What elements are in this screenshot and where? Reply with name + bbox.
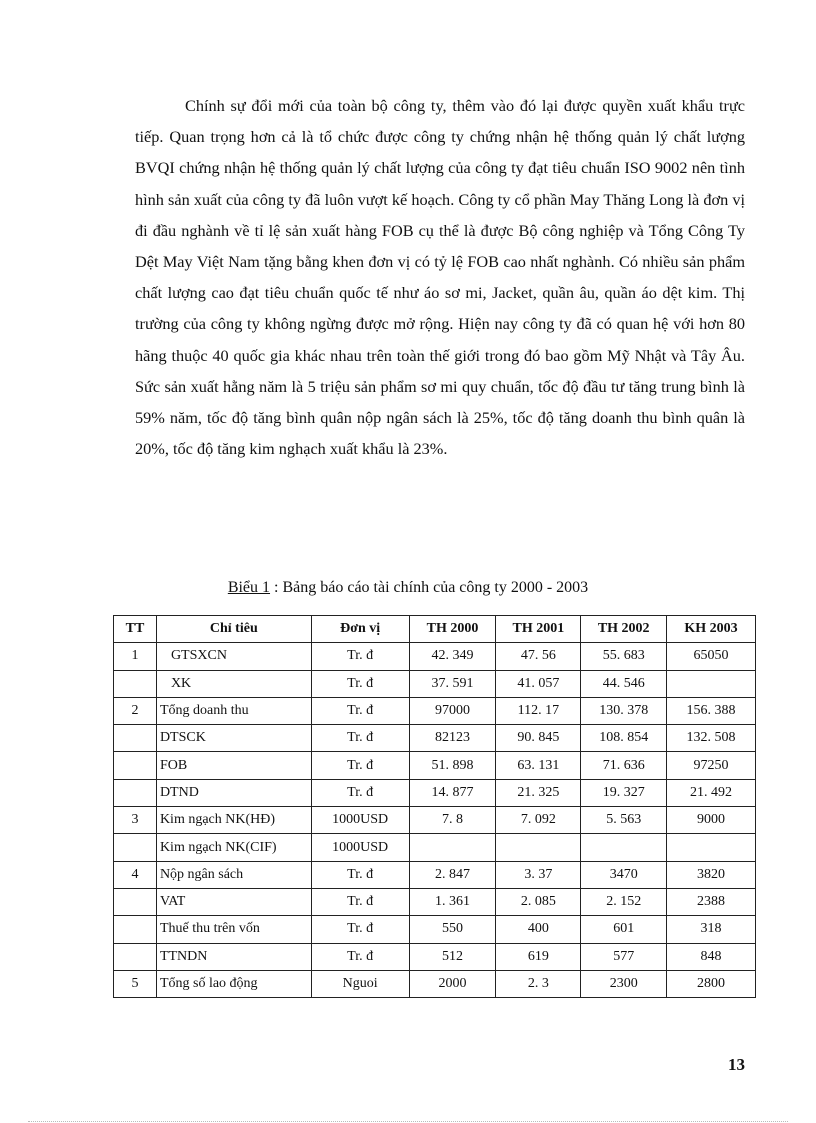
table-cell xyxy=(667,670,756,697)
table-cell: 3 xyxy=(114,807,157,834)
table-cell: 1. 361 xyxy=(409,888,496,915)
table-cell: TTNDN xyxy=(156,943,311,970)
table-cell: 108. 854 xyxy=(581,725,667,752)
table-cell: 5. 563 xyxy=(581,807,667,834)
table-cell: 44. 546 xyxy=(581,670,667,697)
table-cell: Nguoi xyxy=(311,970,409,997)
table-cell: 47. 56 xyxy=(496,643,581,670)
table-cell: 2. 847 xyxy=(409,861,496,888)
table-cell xyxy=(581,834,667,861)
table-cell: 65050 xyxy=(667,643,756,670)
table-cell: 318 xyxy=(667,916,756,943)
table-cell: 7. 092 xyxy=(496,807,581,834)
table-cell: 63. 131 xyxy=(496,752,581,779)
table-cell: 3. 37 xyxy=(496,861,581,888)
table-cell xyxy=(114,670,157,697)
table-cell: 2 xyxy=(114,697,157,724)
column-header: TH 2002 xyxy=(581,616,667,643)
table-row xyxy=(114,916,756,943)
table-cell: 619 xyxy=(496,943,581,970)
table-cell: 3470 xyxy=(581,861,667,888)
table-cell: 82123 xyxy=(409,725,496,752)
table-cell: 1000USD xyxy=(311,807,409,834)
table-cell xyxy=(667,834,756,861)
table-cell: Tr. đ xyxy=(311,643,409,670)
table-cell: Tr. đ xyxy=(311,725,409,752)
table-cell: 37. 591 xyxy=(409,670,496,697)
table-cell xyxy=(409,834,496,861)
table-cell: Tổng doanh thu xyxy=(156,697,311,724)
table-caption xyxy=(0,576,816,600)
table-cell: 3820 xyxy=(667,861,756,888)
table-cell: VAT xyxy=(156,888,311,915)
table-cell: 21. 492 xyxy=(667,779,756,806)
table-cell: 41. 057 xyxy=(496,670,581,697)
table-header-row xyxy=(114,616,756,643)
table-cell: 4 xyxy=(114,861,157,888)
table-cell: Kim ngạch NK(CIF) xyxy=(156,834,311,861)
table-cell xyxy=(496,834,581,861)
table-cell: 2000 xyxy=(409,970,496,997)
table-row xyxy=(114,779,756,806)
column-header: KH 2003 xyxy=(667,616,756,643)
table-cell: 2800 xyxy=(667,970,756,997)
table-cell: Tổng số lao động xyxy=(156,970,311,997)
table-cell: 130. 378 xyxy=(581,697,667,724)
column-header: TT xyxy=(114,616,157,643)
table-cell: 97250 xyxy=(667,752,756,779)
table-cell: Tr. đ xyxy=(311,752,409,779)
body-paragraph: Chính sự đổi mới của toàn bộ công ty, thêm vào đó lại được quyền xuất khẩu trực tiếp. Quan trọng hơn cả là tổ chức được công ty chứng nhận hệ thống quản lý chất lượng BVQI chứng nhận hệ thống quản lý chất lượng của công ty đạt tiêu chuẩn ISO 9002 nên tình hình sản xuất của công ty đã luôn vượt kế hoạch. Công ty cổ phần May Thăng Long là đơn vị đi đầu nghành về tỉ lệ sản xuất hàng FOB cụ thể là được Bộ công nghiệp và Tổng Công Ty Dệt May Việt Nam tặng bằng khen đơn vị có tỷ lệ FOB cao nhất nghành. Có nhiều sản phẩm chất lượng cao đạt tiêu chuẩn quốc tế như áo sơ mi, Jacket, quần âu, quần áo dệt kim. Thị trường của công ty không ngừng được mở rộng. Hiện nay công ty đã có quan hệ với hơn 80 hãng thuộc 40 quốc gia khác nhau trên toàn thế giới trong đó bao gồm Mỹ Nhật và Tây Âu. Sức sản xuất hằng năm là 5 triệu sản phẩm sơ mi quy chuẩn, tốc độ đầu tư tăng trung bình là 59% năm, tốc độ tăng bình quân nộp ngân sách là 25%, tốc độ tăng doanh thu bình quân là 20%, tốc độ tăng kim nghạch xuất khẩu là 23%. xyxy=(135,96,745,459)
table-cell: 19. 327 xyxy=(581,779,667,806)
table-cell: 7. 8 xyxy=(409,807,496,834)
table-cell: Tr. đ xyxy=(311,943,409,970)
table-cell: 2. 085 xyxy=(496,888,581,915)
table-cell xyxy=(114,888,157,915)
table-cell: 1000USD xyxy=(311,834,409,861)
table-cell xyxy=(114,779,157,806)
table-cell xyxy=(114,725,157,752)
table-cell: 97000 xyxy=(409,697,496,724)
table-cell: Tr. đ xyxy=(311,916,409,943)
table-cell: 550 xyxy=(409,916,496,943)
table-row xyxy=(114,725,756,752)
footer-dotted-line xyxy=(28,1121,788,1122)
table-row xyxy=(114,670,756,697)
table-cell xyxy=(114,752,157,779)
financial-report-table xyxy=(113,615,756,998)
table-cell: 112. 17 xyxy=(496,697,581,724)
table-cell: Tr. đ xyxy=(311,861,409,888)
table-cell xyxy=(114,943,157,970)
table-cell: 55. 683 xyxy=(581,643,667,670)
table-cell: Thuế thu trên vốn xyxy=(156,916,311,943)
table-row xyxy=(114,807,756,834)
table-row xyxy=(114,643,756,670)
table-row xyxy=(114,888,756,915)
table-row xyxy=(114,970,756,997)
table-cell: 2388 xyxy=(667,888,756,915)
table-cell: XK xyxy=(156,670,311,697)
column-header: TH 2000 xyxy=(409,616,496,643)
table-cell: 71. 636 xyxy=(581,752,667,779)
table-cell: Tr. đ xyxy=(311,697,409,724)
table-cell: 577 xyxy=(581,943,667,970)
table-cell: 9000 xyxy=(667,807,756,834)
table-row xyxy=(114,943,756,970)
table-cell xyxy=(114,834,157,861)
table-cell: Tr. đ xyxy=(311,888,409,915)
table-cell: 132. 508 xyxy=(667,725,756,752)
table-cell: 51. 898 xyxy=(409,752,496,779)
table-cell: Tr. đ xyxy=(311,670,409,697)
table-cell xyxy=(114,916,157,943)
table-row xyxy=(114,697,756,724)
table-cell: 400 xyxy=(496,916,581,943)
column-header: TH 2001 xyxy=(496,616,581,643)
table-cell: FOB xyxy=(156,752,311,779)
table-cell: GTSXCN xyxy=(156,643,311,670)
table-cell: 512 xyxy=(409,943,496,970)
table-row xyxy=(114,834,756,861)
table-cell: 5 xyxy=(114,970,157,997)
table-cell: Tr. đ xyxy=(311,779,409,806)
table-row xyxy=(114,861,756,888)
table-cell: 156. 388 xyxy=(667,697,756,724)
table-cell: 848 xyxy=(667,943,756,970)
column-header: Chỉ tiêu xyxy=(156,616,311,643)
table-cell: 2300 xyxy=(581,970,667,997)
table-cell: Kim ngạch NK(HĐ) xyxy=(156,807,311,834)
caption-label: Biểu 1 xyxy=(227,579,271,596)
table-row xyxy=(114,752,756,779)
table-cell: 601 xyxy=(581,916,667,943)
table-cell: DTSCK xyxy=(156,725,311,752)
table-cell: 21. 325 xyxy=(496,779,581,806)
table-cell: DTND xyxy=(156,779,311,806)
table-cell: 42. 349 xyxy=(409,643,496,670)
caption-text: : Bảng báo cáo tài chính của công ty 2000 - 2003 xyxy=(270,579,589,596)
table-cell: 1 xyxy=(114,643,157,670)
table-cell: 90. 845 xyxy=(496,725,581,752)
column-header: Đơn vị xyxy=(311,616,409,643)
table-cell: 14. 877 xyxy=(409,779,496,806)
table-cell: 2. 3 xyxy=(496,970,581,997)
table-body xyxy=(114,643,756,998)
page-number: 13 xyxy=(728,1055,745,1074)
table-cell: 2. 152 xyxy=(581,888,667,915)
table-cell: Nộp ngân sách xyxy=(156,861,311,888)
